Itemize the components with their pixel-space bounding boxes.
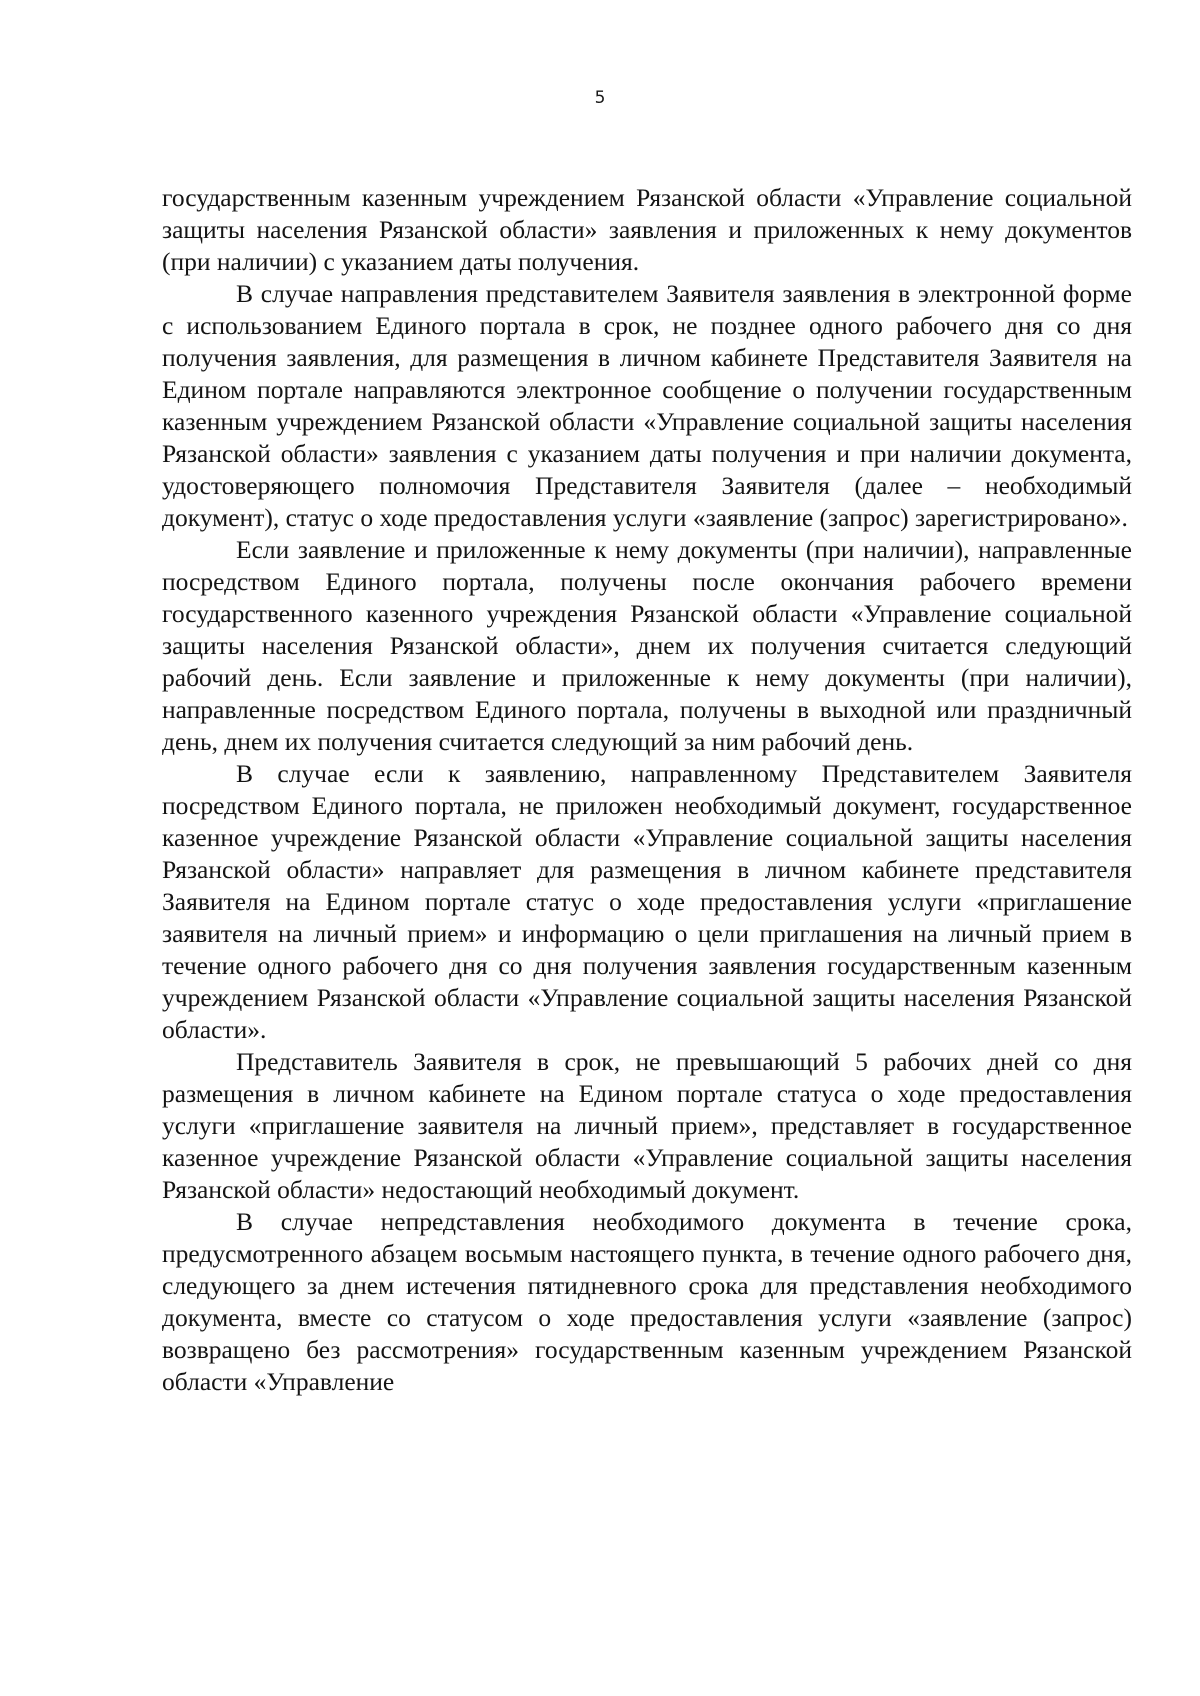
paragraph-4: В случае если к заявлению, направленному Представителем Заявителя посредством Единого портала, не приложен необходимый документ, государственное казенное учреждение Рязанской области «Управление социальной защиты населения Рязанской области» направляет для размещения в личном кабинете представителя Заявителя на Едином портале статус о ходе предоставления услуги «приглашение заявителя на личный прием» и информацию о цели приглашения на личный прием в течение одного рабочего дня со дня получения заявления государственным казенным учреждением Рязанской области «Управление социальной защиты населения Рязанской области». <box>162 759 1132 1044</box>
paragraph-6: В случае непредставления необходимого документа в течение срока, предусмотренного абзацем восьмым настоящего пункта, в течение одного рабочего дня, следующего за днем истечения пятидневного срока для представления необходимого документа, вместе со статусом о ходе предоставления услуги «заявление (запрос) возвращено без рассмотрения» государственным казенным учреждением Рязанской области «Управление <box>162 1207 1132 1396</box>
document-body <box>162 182 1132 1398</box>
page-number: 5 <box>594 88 606 108</box>
paragraph-5: Представитель Заявителя в срок, не превышающий 5 рабочих дней со дня размещения в личном кабинете на Едином портале статуса о ходе предоставления услуги «приглашение заявителя на личный прием», представляет в государственное казенное учреждение Рязанской области «Управление социальной защиты населения Рязанской области» недостающий необходимый документ. <box>162 1047 1132 1204</box>
paragraph-2: В случае направления представителем Заявителя заявления в электронной форме с использованием Единого портала в срок, не позднее одного рабочего дня со дня получения заявления, для размещения в личном кабинете Представителя Заявителя на Едином портале направляются электронное сообщение о получении государственным казенным учреждением Рязанской области «Управление социальной защиты населения Рязанской области» заявления с указанием даты получения и при наличии документа, удостоверяющего полномочия Представителя Заявителя (далее – необходимый документ), статус о ходе предоставления услуги «заявление (запрос) зарегистрировано». <box>162 279 1132 532</box>
paragraph-1: государственным казенным учреждением Рязанской области «Управление социальной защиты населения Рязанской области» заявления и приложенных к нему документов (при наличии) с указанием даты получения. <box>162 183 1132 276</box>
paragraph-3: Если заявление и приложенные к нему документы (при наличии), направленные посредством Единого портала, получены после окончания рабочего времени государственного казенного учреждения Рязанской области «Управление социальной защиты населения Рязанской области», днем их получения считается следующий рабочий день. Если заявление и приложенные к нему документы (при наличии), направленные посредством Единого портала, получены в выходной или праздничный день, днем их получения считается следующий за ним рабочий день. <box>162 535 1132 756</box>
